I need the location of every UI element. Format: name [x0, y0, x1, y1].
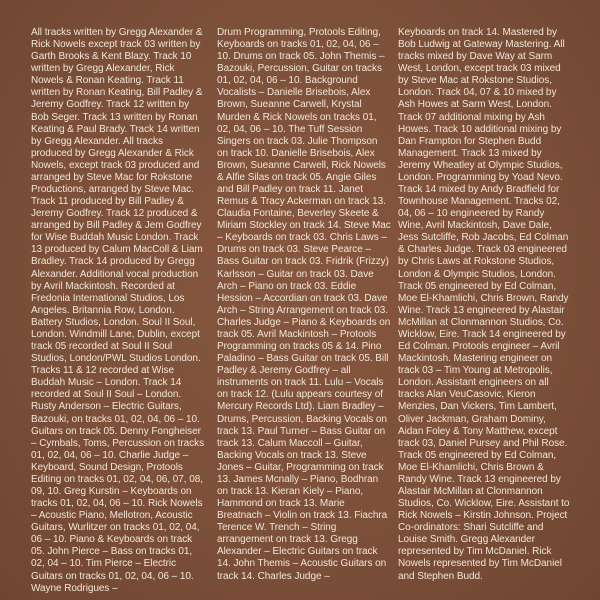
- credits-column-1: All tracks written by Gregg Alexander & Rick Nowels except track 03 written by Garth Brooks & Kent Blazy. Track 10 written by Gregg Alexander, Rick Nowels & Ronan Keating. Track 11 written by Ronan Keating, Bill Padley & Jeremy Godfrey. Track 12 written by Bob Seger. Track 13 written by Ronan Keating & Paul Brady. Track 14 written by Gregg Alexander. All tracks produced by Gregg Alexander & Rick Nowels, except track 03 produced and arranged by Steve Mac for Rokstone Productions, arranged by Steve Mac. Track 11 produced by Bill Padley & Jeremy Godfrey. Track 12 produced & arranged by Bill Padley & Jem Godfrey for Wise Buddah Music London. Track 13 produced by Calum MacColl & Liam Bradley. Track 14 produced by Gregg Alexander. Additional vocal production by Avril Mackintosh. Recorded at Fredonia International Studios, Los Angeles. Britannia Row, London. Battery Studios, London. Soul II Soul, London. Windmill Lane, Dublin, except track 05 recorded at Soul II Soul Studios, London/PWL Studios London. Tracks 11 & 12 recorded at Wise Buddah Music – London. Track 14 recorded at Soul II Soul – London. Rusty Anderson – Electric Guitars, Bazouki, on tracks 01, 02, 04, 06 – 10. Guitars on track 05. Denny Fongheiser – Cymbals, Toms, Percussion on tracks 01, 02, 04, 06 – 10. Charlie Judge – Keyboard, Sound Design, Protools Editing on tracks 01, 02, 04, 06, 07, 08, 09, 10. Greg Kurstin – Keyboards on tracks 01, 02, 04, 06 – 10. Rick Nowels – Acoustic Piano, Mellotron, Acoustic Guitars, Wurlitzer on tracks 01, 02, 04, 06 – 10. Piano & Keyboards on track 05. John Pierce – Bass on tracks 01, 02, 04 – 10. Tim Pierce – Electric Guitars on tracks 01, 02, 04, 06 – 10. Wayne Rodrigues –: [31, 27, 205, 593]
- credits-column-2: Drum Programming, Protools Editing, Keyboards on tracks 01, 02, 04, 06 – 10. Drums on track 05. John Themis – Bazouki, Percussion, Guitar on tracks 01, 02, 04, 06 – 10. Background Vocalists – Danielle Brisebois, Alex Brown, Sueanne Carwell, Krystal Murden & Rick Nowels on tracks 01, 02, 04, 06 – 10. The Tuff Session Singers on track 03. Julie Thompson on track 10. Danielle Brisebois, Alex Brown, Sueanne Carwell, Rick Nowels & Alfie Silas on track 05. Angie Giles and Bill Padley on track 11. Janet Remus & Tracy Ackerman on track 13. Claudia Fontaine, Beverley Skeete & Miriam Stockley on track 14. Steve Mac – Keyboards on track 03. Chris Laws – Drums on track 03. Steve Pearce – Bass Guitar on track 03. Fridrik (Frizzy) Karlsson – Guitar on track 03. Dave Arch – Piano on track 03. Eddie Hession – Accordian on track 03. Dave Arch – String Arrangement on track 03. Charles Judge – Piano & Keyboards on track 05. Avril Mackintosh – Protools Programming on tracks 05 & 14. Pino Paladino – Bass Guitar on track 05. Bill Padley & Jeremy Godfrey – all instruments on track 11. Lulu – Vocals on track 12. (Lulu appears courtesy of Mercury Records Ltd). Liam Bradley – Drums, Percussion, Backing Vocals on track 13. Paul Turner – Bass Guitar on track 13. Calum Maccoll – Guitar, Backing Vocals on track 13. Steve Jones – Guitar, Programming on track 13. James Mcnally – Piano, Bodhran on track 13. Kieran Kiely – Piano, Hammond on track 13. Marie Breatnach – Violin on track 13. Fiachra Terence W. Trench – String arrangement on track 13. Gregg Alexander – Electric Guitars on track 14. John Themis – Acoustic Guitars on track 14. Charles Judge –: [217, 27, 391, 582]
- credits-column-3: Keyboards on track 14. Mastered by Bob Ludwig at Gateway Mastering. All tracks mixed by Dave Way at Sarm West, London, except track 03 mixed by Steve Mac at Rokstone Studios, London. Track 04, 07 & 10 mixed by Ash Howes at Sarm West, London. Track 07 additional mixing by Ash Howes. Track 10 additional mixing by Dan Frampton for Stephen Budd Management. Track 13 mixed by Jeremy Wheatley at Olympic Studios, London. Programming by Yoad Nevo. Track 14 mixed by Andy Bradfield for Townhouse Management. Tracks 02, 04, 06 – 10 engineered by Randy Wine, Avril Mackintosh, Dave Dale, Jess Sutcliffe, Rob Jacobs, Ed Colman & Charles Judge. Track 03 engineered by Chris Laws at Rokstone Studios, London & Olympic Studios, London. Track 05 engineered by Ed Colman, Moe El-Khamlichi, Chris Brown, Randy Wine. Track 13 engineered by Alastair McMillan at Clonmannon Studios, Co. Wicklow, Eire. Track 14 engineered by Ed Colman. Protools engineer – Avril Mackintosh. Mastering engineer on track 03 – Tim Young at Metropolis, London. Assistant engineers on all tracks Alan VeuCasovic, Kieron Menzies, Dan Vickers, Tim Lambert, Oliver Jackman, Graham Dominy, Aidan Foley & Tony Matthew, except track 03, Daniel Pursey and Phil Rose. Track 05 engineered by Ed Colman, Moe El-Khamlichi, Chris Brown & Randy Wine. Track 13 engineered by Alastair McMillan at Clonmannon Studios, Co. Wicklow, Eire. Assistant to Rick Nowels – Kirstin Johnson. Project Co-ordinators: Shari Sutcliffe and Louise Smith. Gregg Alexander represented by Tim McDaniel. Rick Nowels represented by Tim McDaniel and Stephen Budd.: [398, 27, 570, 582]
